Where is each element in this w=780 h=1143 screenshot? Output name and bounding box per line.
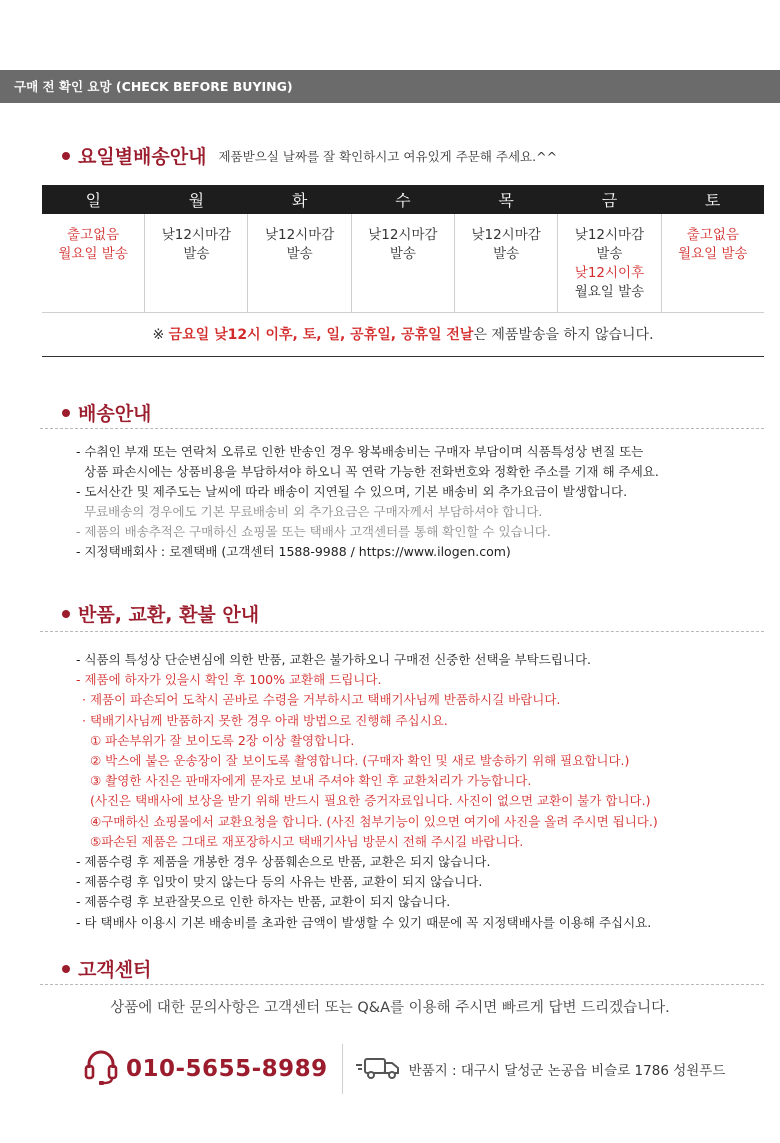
- cell-sun: [42, 214, 145, 312]
- shipping-line: - 수취인 부재 또는 연락처 오류로 인한 반송인 경우 왕복배송비는 구매자 부담이며 식품특성상 변질 또는: [76, 444, 644, 459]
- customer-title: 고객센터: [78, 959, 152, 981]
- note-prefix: ※: [152, 327, 165, 343]
- bullet-dot-icon: [62, 610, 70, 618]
- returns-line: ① 파손부위가 잘 보이도록 2장 이상 촬영합니다.: [90, 732, 355, 748]
- returns-line: ⑤파손된 제품은 그대로 재포장하시고 택배기사님 방문시 전해 주시길 바랍니다.: [90, 833, 524, 849]
- returns-line: · 제품이 파손되어 도착시 곧바로 수령을 거부하시고 택배기사님께 반품하시길 바랍니다.: [82, 692, 561, 708]
- cell-thu-line1: 낮12시마감: [471, 227, 541, 243]
- cell-sun-line2: 월요일 발송: [58, 246, 128, 262]
- divider: [40, 631, 764, 632]
- cell-wed: [351, 214, 454, 312]
- cell-sat-line2: 월요일 발송: [678, 246, 748, 262]
- headset-icon: [84, 1048, 118, 1090]
- shipping-title: 배송안내: [78, 403, 152, 425]
- shipping-line: - 지정택배회사 : 로젠택배 (고객센터 1588-9988 / https://www.ilogen.com): [76, 544, 511, 559]
- cell-mon: [145, 214, 248, 312]
- bullet-dot-icon: [62, 965, 70, 973]
- shipping-section-title: [62, 399, 151, 426]
- shipping-list: [76, 442, 659, 562]
- cell-sun-line1: 출고없음: [67, 227, 120, 243]
- returns-line: - 제품수령 후 보관잘못으로 인한 하자는 반품, 교환이 되지 않습니다.: [76, 894, 451, 910]
- cell-fri-line2: 발송: [596, 246, 623, 262]
- cell-mon-line1: 낮12시마감: [161, 227, 232, 243]
- contact-row: [84, 1043, 725, 1095]
- day-sat: 토: [661, 185, 764, 214]
- returns-title: 반품, 교환, 환불 안내: [78, 604, 260, 626]
- customer-section-title: [62, 955, 151, 982]
- returns-section-title: [62, 600, 259, 627]
- cell-fri: [558, 214, 661, 312]
- returns-line: · 택배기사님께 반품하지 못한 경우 아래 방법으로 진행해 주십시요.: [82, 712, 448, 728]
- delivery-truck-icon: [355, 1055, 401, 1083]
- returns-line: ② 박스에 붙은 운송장이 잘 보이도록 촬영합니다. (구매자 확인 및 새로 발송하기 위해 필요합니다.): [90, 753, 630, 769]
- bullet-dot-icon: [62, 152, 70, 160]
- day-mon: 월: [145, 185, 248, 214]
- returns-line: ③ 촬영한 사진은 판매자에게 문자로 보내 주셔야 확인 후 교환처리가 가능합니다.: [90, 773, 532, 789]
- schedule-body-row: [42, 214, 764, 312]
- bullet-dot-icon: [62, 409, 70, 417]
- returns-line: - 식품의 특성상 단순변심에 의한 반품, 교환은 불가하오니 구매전 신중한 선택을 부탁드립니다.: [76, 652, 592, 667]
- returns-line: ④구매하신 쇼핑몰에서 교환요청을 합니다. (사진 첨부기능이 있으면 여기에 사진을 올려 주시면 됩니다.): [90, 813, 658, 829]
- day-wed: 수: [351, 185, 454, 214]
- divider: [40, 984, 764, 985]
- schedule-subtitle: 제품받으실 날짜를 잘 확인하시고 여유있게 주문해 주세요.^^: [218, 148, 558, 164]
- header-title: 구매 전 확인 요망 (CHECK BEFORE BUYING): [14, 79, 293, 94]
- cell-tue-line1: 낮12시마감: [264, 227, 335, 243]
- returns-line: - 제품수령 후 제품을 개봉한 경우 상품훼손으로 반품, 교환은 되지 않습니다.: [76, 854, 491, 870]
- cell-fri-line3: 낮12시이후: [574, 265, 645, 281]
- schedule-table: [42, 185, 764, 313]
- shipping-line: 상품 파손시에는 상품비용을 부담하셔야 하오니 꼭 연락 가능한 전화번호와 정확한 주소를 기재 해 주세요.: [84, 464, 659, 479]
- day-thu: 목: [454, 185, 557, 214]
- schedule-title: 요일별배송안내: [78, 146, 207, 168]
- returns-list: [76, 650, 658, 933]
- day-sun: 일: [42, 185, 145, 214]
- note-suffix: 은 제품발송을 하지 않습니다.: [473, 327, 654, 343]
- returns-line: (사진은 택배사에 보상을 받기 위해 반드시 필요한 증거자료입니다. 사진이 없으면 교환이 불가 합니다.): [90, 793, 651, 809]
- cell-tue: [248, 214, 351, 312]
- cell-sat-line1: 출고없음: [686, 227, 739, 243]
- cell-wed-line1: 낮12시마감: [368, 227, 438, 243]
- note-highlight: 금요일 낮12시 이후, 토, 일, 공휴일, 공휴일 전날: [168, 327, 474, 343]
- cell-mon-line2: 발송: [183, 246, 210, 262]
- cell-tue-line2: 발송: [286, 246, 313, 262]
- cell-thu-line2: 발송: [493, 246, 520, 262]
- return-address: 반품지 : 대구시 달성군 논공읍 비슬로 1786 성원푸드: [408, 1063, 726, 1079]
- shipping-line: - 도서산간 및 제주도는 날씨에 따라 배송이 지연될 수 있으며, 기본 배송비 외 추가요금이 발생합니다.: [76, 484, 628, 499]
- returns-line: - 타 택배사 이용시 기본 배송비를 초과한 금액이 발생할 수 있기 때문에 꼭 지정택배사를 이용해 주십시요.: [76, 914, 652, 930]
- divider: [40, 428, 764, 429]
- customer-desc: 상품에 대한 문의사항은 고객센터 또는 Q&A를 이용해 주시면 빠르게 답변 드리겠습니다.: [110, 1000, 670, 1016]
- schedule-header-row: [42, 185, 764, 214]
- shipping-line: - 제품의 배송추적은 구매하신 쇼핑몰 또는 택배사 고객센터를 통해 확인할 수 있습니다.: [76, 524, 551, 539]
- header-bar: [0, 70, 780, 103]
- cell-thu: [454, 214, 557, 312]
- cell-fri-line1: 낮12시마감: [574, 227, 645, 243]
- day-tue: 화: [248, 185, 351, 214]
- cell-wed-line2: 발송: [389, 246, 416, 262]
- shipping-line: 무료배송의 경우에도 기본 무료배송비 외 추가요금은 구매자께서 부담하셔야 합니다.: [84, 504, 543, 519]
- cell-fri-line4: 월요일 발송: [574, 284, 645, 300]
- day-fri: 금: [558, 185, 661, 214]
- vertical-divider: [342, 1044, 343, 1094]
- schedule-section-title: [62, 142, 557, 169]
- returns-line: - 제품에 하자가 있을시 확인 후 100% 교환해 드립니다.: [76, 672, 382, 688]
- phone-number[interactable]: 010-5655-8989: [126, 1056, 328, 1082]
- schedule-note: [42, 313, 764, 357]
- cell-sat: [661, 214, 764, 312]
- returns-line: - 제품수령 후 입맛이 맞지 않는다 등의 사유는 반품, 교환이 되지 않습니다.: [76, 874, 483, 890]
